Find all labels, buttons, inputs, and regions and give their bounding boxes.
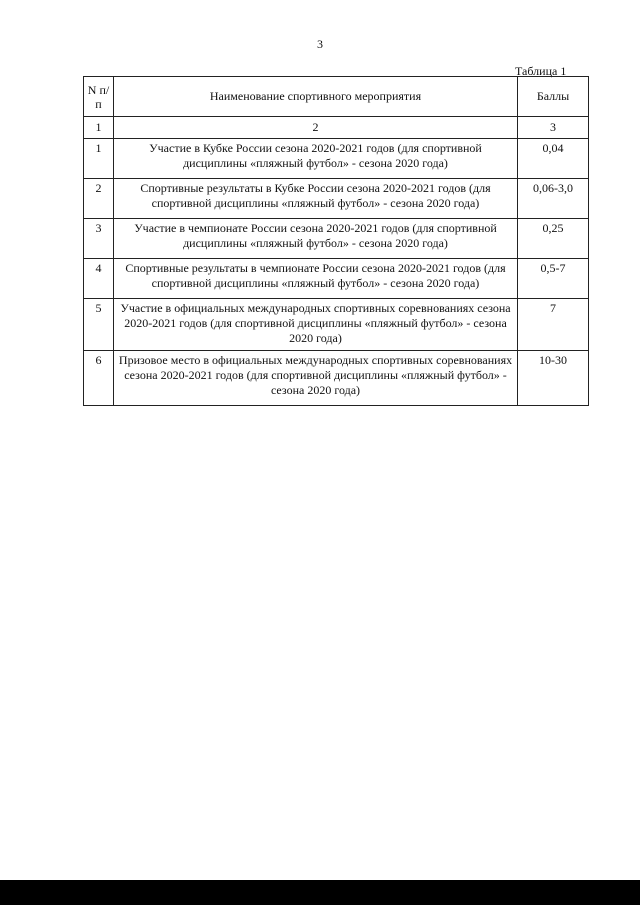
table-row	[84, 219, 589, 259]
page-number: 3	[317, 37, 323, 51]
row-name: Участие в чемпионате России сезона 2020-2021 годов (для спортивной дисциплины «пляжный футбол» - сезона 2020 года)	[114, 219, 518, 259]
row-name: Спортивные результаты в чемпионате России сезона 2020-2021 годов (для спортивной дисциплины «пляжный футбол» - сезона 2020 года)	[114, 259, 518, 299]
row-num: 6	[84, 351, 114, 406]
row-name: Спортивные результаты в Кубке России сезона 2020-2021 годов (для спортивной дисциплины «пляжный футбол» - сезона 2020 года)	[114, 179, 518, 219]
header-name: Наименование спортивного мероприятия	[114, 77, 518, 117]
table-index-row	[84, 117, 589, 139]
row-num: 2	[84, 179, 114, 219]
row-num: 3	[84, 219, 114, 259]
header-score: Баллы	[518, 77, 589, 117]
header-num: N п/п	[84, 77, 114, 117]
row-score: 0,25	[518, 219, 589, 259]
row-score: 0,5-7	[518, 259, 589, 299]
table-row	[84, 179, 589, 219]
table-row	[84, 351, 589, 406]
table-row	[84, 259, 589, 299]
row-name: Призовое место в официальных международных спортивных соревнованиях сезона 2020-2021 годов (для спортивной дисциплины «пляжный футбол» - сезона 2020 года)	[114, 351, 518, 406]
table-header-row	[84, 77, 589, 117]
row-num: 5	[84, 299, 114, 351]
row-num: 1	[84, 139, 114, 179]
table-caption: Таблица 1	[515, 64, 567, 78]
row-score: 0,04	[518, 139, 589, 179]
index-cell: 1	[84, 117, 114, 139]
table-row	[84, 139, 589, 179]
row-score: 0,06-3,0	[518, 179, 589, 219]
index-cell: 3	[518, 117, 589, 139]
index-cell: 2	[114, 117, 518, 139]
row-score: 10-30	[518, 351, 589, 406]
row-name: Участие в официальных международных спортивных соревнованиях сезона 2020-2021 годов (для спортивной дисциплины «пляжный футбол» - сезона 2020 года)	[114, 299, 518, 351]
events-table	[83, 76, 589, 406]
row-name: Участие в Кубке России сезона 2020-2021 годов (для спортивной дисциплины «пляжный футбол» - сезона 2020 года)	[114, 139, 518, 179]
table-row	[84, 299, 589, 351]
scan-bottom-border	[0, 880, 640, 905]
row-num: 4	[84, 259, 114, 299]
row-score: 7	[518, 299, 589, 351]
